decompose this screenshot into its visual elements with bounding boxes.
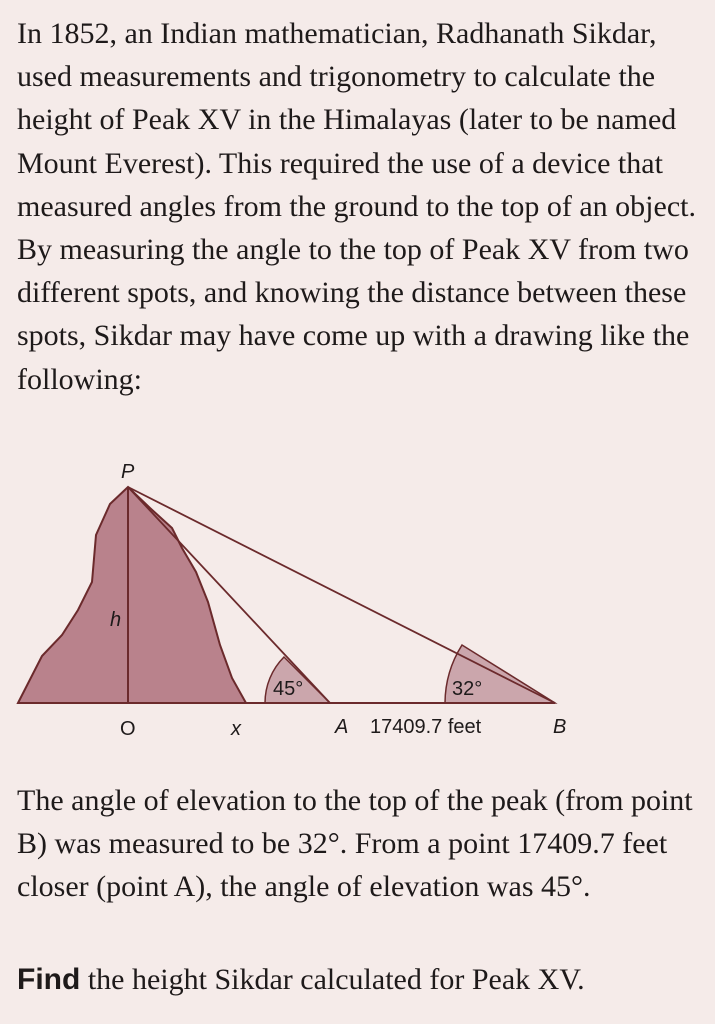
question-paragraph: The angle of elevation to the top of the peak (from point B) was measured to be 32°. From a point 17409.7 feet closer (point A), the angle of elevation was 45°. <box>17 784 693 904</box>
label-x: x <box>231 718 241 740</box>
label-base: O <box>120 718 136 740</box>
label-height: h <box>110 609 122 631</box>
find-label: Find <box>17 963 81 996</box>
intro-paragraph: In 1852, an Indian mathematician, Radhanath Sikdar, used measurements and trigonometry to calculate the height of Peak XV in the Himalayas (later to be named Mount Everest). This required the use of a device that measured angles from the ground to the top of an object. By measuring the angle to the top of Peak XV from two different spots, and knowing the distance between these spots, Sikdar may have come up with a drawing like the following: <box>17 17 696 396</box>
label-angle-a: 45° <box>273 678 304 700</box>
mountain-shape <box>18 487 246 703</box>
label-peak: P <box>121 461 135 483</box>
label-a: A <box>335 716 349 738</box>
label-distance: 17409.7 feet <box>370 716 482 738</box>
find-text: the height Sikdar calculated for Peak XV. <box>80 963 585 996</box>
peak-diagram <box>0 450 715 770</box>
label-angle-b: 32° <box>452 678 483 700</box>
find-instruction <box>17 958 707 1001</box>
label-b: B <box>553 716 567 738</box>
